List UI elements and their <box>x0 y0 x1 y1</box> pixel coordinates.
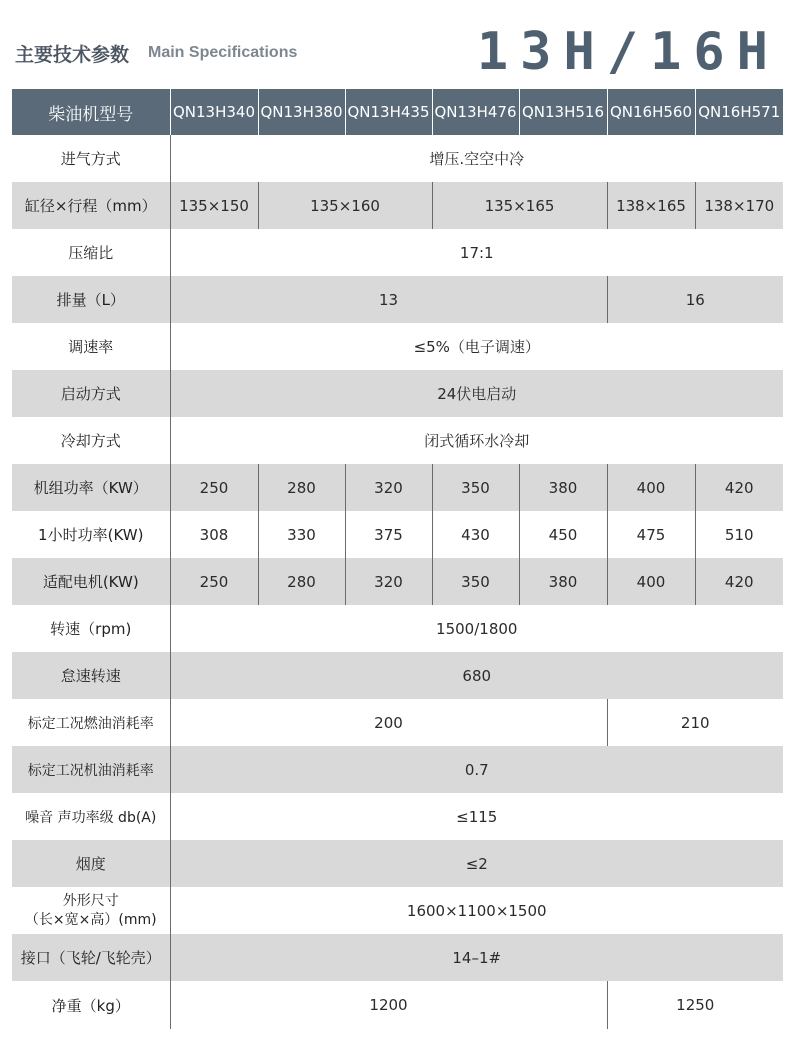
spec-value-cell: ≤2 <box>170 840 783 887</box>
spec-value-cell: 400 <box>607 558 695 605</box>
model-header: QN13H435 <box>345 89 432 135</box>
table-row <box>12 464 783 511</box>
model-header: QN13H380 <box>258 89 345 135</box>
spec-value-cell: 14–1# <box>170 934 783 981</box>
table-row <box>12 229 783 276</box>
model-header: QN16H560 <box>607 89 695 135</box>
row-label: 冷却方式 <box>12 417 170 464</box>
row-label: 标定工况燃油消耗率 <box>12 699 170 746</box>
table-row <box>12 135 783 182</box>
spec-value-cell: 320 <box>345 558 432 605</box>
row-label: 接口（飞轮/飞轮壳） <box>12 934 170 981</box>
row-label: 怠速转速 <box>12 652 170 699</box>
row-label-line: （长×宽×高）(mm) <box>24 911 157 928</box>
spec-value-cell: ≤5%（电子调速） <box>170 323 783 370</box>
spec-value-cell: 200 <box>170 699 607 746</box>
row-label: 排量（L） <box>12 276 170 323</box>
row-label: 适配电机(KW) <box>12 558 170 605</box>
model-header: QN16H571 <box>695 89 783 135</box>
row-label: 净重（kg） <box>12 981 170 1029</box>
spec-value-cell: 420 <box>695 558 783 605</box>
spec-value-cell: 闭式循环水冷却 <box>170 417 783 464</box>
spec-value-cell: 330 <box>258 511 345 558</box>
table-row <box>12 276 783 323</box>
page-header <box>0 0 800 88</box>
spec-value-cell: 430 <box>432 511 519 558</box>
spec-value-cell: 250 <box>170 558 258 605</box>
spec-value-cell: 308 <box>170 511 258 558</box>
spec-value-cell: 350 <box>432 558 519 605</box>
table-row <box>12 887 783 934</box>
table-row <box>12 370 783 417</box>
row-label: 调速率 <box>12 323 170 370</box>
row-label: 进气方式 <box>12 135 170 182</box>
row-label: 压缩比 <box>12 229 170 276</box>
spec-value-cell: 450 <box>519 511 607 558</box>
table-row <box>12 699 783 746</box>
row-label-line: 外形尺寸 <box>62 892 119 909</box>
spec-value-cell: 16 <box>607 276 783 323</box>
spec-value-cell: 1600×1100×1500 <box>170 887 783 934</box>
table-header-row <box>12 89 783 135</box>
table-row <box>12 652 783 699</box>
model-header: QN13H516 <box>519 89 607 135</box>
spec-value-cell: 280 <box>258 464 345 511</box>
row-label: 烟度 <box>12 840 170 887</box>
row-label: 启动方式 <box>12 370 170 417</box>
row-label: 1小时功率(KW) <box>12 511 170 558</box>
series-title: 13H/16H <box>476 22 780 82</box>
model-header: QN13H476 <box>432 89 519 135</box>
spec-value-cell: 510 <box>695 511 783 558</box>
table-row <box>12 417 783 464</box>
spec-value-cell: 380 <box>519 464 607 511</box>
title-chinese: 主要技术参数 <box>15 44 130 66</box>
spec-value-cell: 135×165 <box>432 182 607 229</box>
spec-value-cell: 680 <box>170 652 783 699</box>
spec-value-cell: 1200 <box>170 981 607 1029</box>
header-label: 柴油机型号 <box>12 89 170 135</box>
spec-value-cell: 320 <box>345 464 432 511</box>
table-row <box>12 840 783 887</box>
spec-value-cell: 250 <box>170 464 258 511</box>
spec-value-cell: 475 <box>607 511 695 558</box>
model-header: QN13H340 <box>170 89 258 135</box>
spec-value-cell: 0.7 <box>170 746 783 793</box>
table-row <box>12 182 783 229</box>
row-label: 缸径×行程（mm） <box>12 182 170 229</box>
spec-value-cell: 13 <box>170 276 607 323</box>
spec-value-cell: 24伏电启动 <box>170 370 783 417</box>
table-row <box>12 934 783 981</box>
row-label <box>12 887 170 934</box>
spec-value-cell: 135×160 <box>258 182 432 229</box>
spec-value-cell: 增压.空空中冷 <box>170 135 783 182</box>
spec-value-cell: 375 <box>345 511 432 558</box>
table-row <box>12 323 783 370</box>
spec-value-cell: 210 <box>607 699 783 746</box>
table-row <box>12 746 783 793</box>
row-label: 转速（rpm) <box>12 605 170 652</box>
spec-value-cell: 135×150 <box>170 182 258 229</box>
row-label: 机组功率（KW） <box>12 464 170 511</box>
table-row <box>12 605 783 652</box>
spec-value-cell: 350 <box>432 464 519 511</box>
table-row <box>12 981 783 1029</box>
spec-value-cell: 17:1 <box>170 229 783 276</box>
table-row <box>12 558 783 605</box>
spec-value-cell: ≤115 <box>170 793 783 840</box>
spec-value-cell: 280 <box>258 558 345 605</box>
table-row <box>12 511 783 558</box>
spec-value-cell: 1250 <box>607 981 783 1029</box>
spec-table <box>12 89 783 1029</box>
table-body <box>12 135 783 1029</box>
spec-value-cell: 138×170 <box>695 182 783 229</box>
spec-value-cell: 1500/1800 <box>170 605 783 652</box>
table-row <box>12 793 783 840</box>
spec-value-cell: 420 <box>695 464 783 511</box>
row-label: 标定工况机油消耗率 <box>12 746 170 793</box>
spec-value-cell: 400 <box>607 464 695 511</box>
title-english: Main Specifications <box>148 44 298 61</box>
spec-value-cell: 138×165 <box>607 182 695 229</box>
spec-value-cell: 380 <box>519 558 607 605</box>
row-label: 噪音 声功率级 db(A) <box>12 793 170 840</box>
